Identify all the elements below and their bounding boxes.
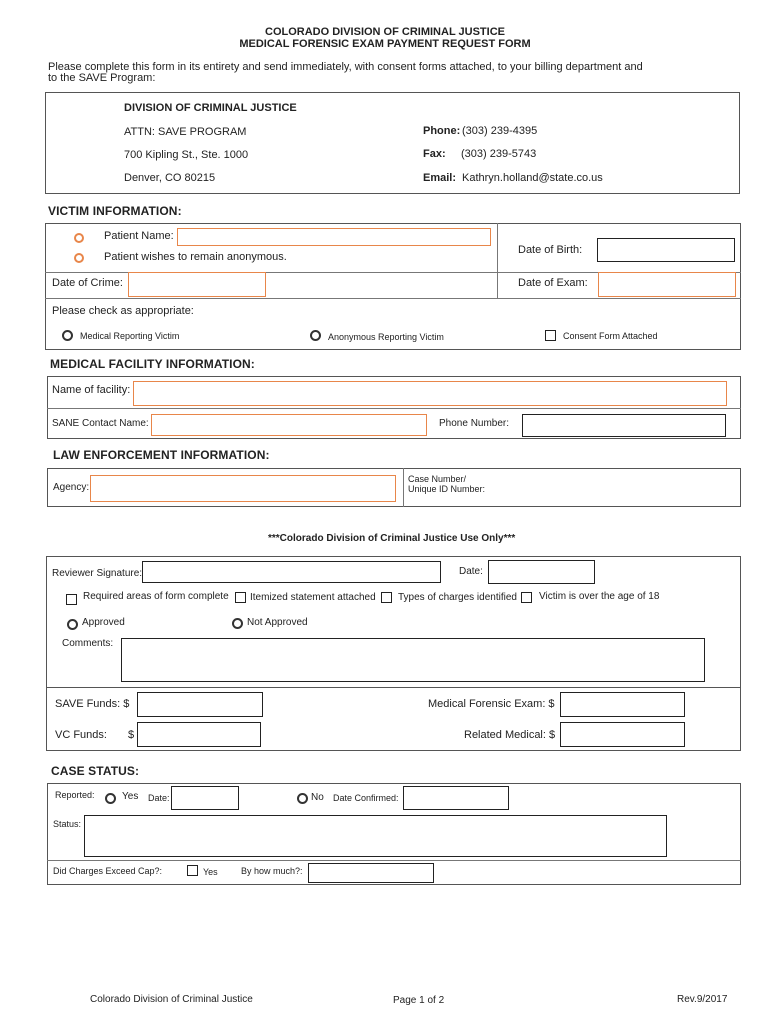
fax-label: Fax: <box>423 148 446 160</box>
phone-value: (303) 239-4395 <box>462 125 538 137</box>
dob-input[interactable] <box>597 238 735 262</box>
instructions-line-1: Please complete this form in its entirety and send immediately, with consent forms attached, to your billing department and <box>48 61 643 73</box>
address-city: Denver, CO 80215 <box>124 172 216 184</box>
email-label: Email: <box>423 172 457 184</box>
reported-no-radio[interactable] <box>297 793 308 804</box>
consent-checkbox[interactable] <box>545 330 556 341</box>
agency-label: Agency: <box>53 482 90 493</box>
agency-input[interactable] <box>90 475 396 502</box>
save-funds-input[interactable] <box>137 692 263 717</box>
related-medical-label: Related Medical: $ <box>464 729 556 741</box>
sane-input[interactable] <box>151 414 427 436</box>
anonymous-radio[interactable] <box>74 253 84 263</box>
med-exam-label: Medical Forensic Exam: $ <box>428 698 555 710</box>
status-input[interactable] <box>84 815 667 857</box>
med-exam-input[interactable] <box>560 692 685 717</box>
address-street: 700 Kipling St., Ste. 1000 <box>124 149 249 161</box>
charges-identified-checkbox[interactable] <box>381 592 392 603</box>
date-exam-input[interactable] <box>598 272 736 297</box>
related-medical-input[interactable] <box>560 722 685 747</box>
case-date-label: Date: <box>148 793 170 803</box>
reported-no-label: No <box>311 792 324 803</box>
date-confirmed-label: Date Confirmed: <box>333 793 399 803</box>
itemized-checkbox[interactable] <box>235 592 246 603</box>
case-date-input[interactable] <box>171 786 239 810</box>
over-18-checkbox[interactable] <box>521 592 532 603</box>
not-approved-radio[interactable] <box>232 618 243 629</box>
anonymous-label: Patient wishes to remain anonymous. <box>104 251 287 263</box>
email-value: Kathryn.holland@state.co.us <box>462 172 603 184</box>
required-areas-checkbox[interactable] <box>66 594 77 605</box>
not-approved-label: Not Approved <box>247 617 308 628</box>
date-crime-label: Date of Crime: <box>52 277 123 289</box>
comments-input[interactable] <box>121 638 705 682</box>
over-18-label: Victim is over the age of 18 <box>539 591 660 602</box>
check-label: Please check as appropriate: <box>52 305 194 317</box>
exceed-yes-checkbox[interactable] <box>187 865 198 876</box>
facility-name-input[interactable] <box>133 381 727 406</box>
medical-reporting-label: Medical Reporting Victim <box>80 331 180 341</box>
footer-org: Colorado Division of Criminal Justice <box>90 994 253 1005</box>
instructions-line-2: to the SAVE Program: <box>48 72 156 84</box>
medical-reporting-radio[interactable] <box>62 330 73 341</box>
save-funds-label: SAVE Funds: $ <box>55 698 130 710</box>
facility-phone-label: Phone Number: <box>439 418 510 429</box>
law-section-title: LAW ENFORCEMENT INFORMATION: <box>53 448 270 462</box>
reported-yes-radio[interactable] <box>105 793 116 804</box>
facility-phone-input[interactable] <box>522 414 726 437</box>
how-much-input[interactable] <box>308 863 434 883</box>
form-title: MEDICAL FORENSIC EXAM PAYMENT REQUEST FORM <box>239 38 531 50</box>
reviewer-input[interactable] <box>142 561 441 583</box>
dcj-date-label: Date: <box>459 566 483 577</box>
vc-funds-input[interactable] <box>137 722 261 747</box>
required-areas-label: Required areas of form complete <box>83 591 229 602</box>
case-number-label-2: Unique ID Number: <box>408 484 486 494</box>
patient-name-input[interactable] <box>177 228 491 246</box>
comments-label: Comments: <box>62 638 114 649</box>
date-confirmed-input[interactable] <box>403 786 509 810</box>
anonymous-reporting-radio[interactable] <box>310 330 321 341</box>
footer-page: Page 1 of 2 <box>393 995 445 1006</box>
address-org: DIVISION OF CRIMINAL JUSTICE <box>124 102 297 114</box>
charges-identified-label: Types of charges identified <box>398 592 517 603</box>
address-attn: ATTN: SAVE PROGRAM <box>124 126 247 138</box>
patient-name-radio[interactable] <box>74 233 84 243</box>
approved-label: Approved <box>82 617 125 628</box>
date-exam-label: Date of Exam: <box>518 277 588 289</box>
fax-value: (303) 239-5743 <box>461 148 537 160</box>
exceed-cap-label: Did Charges Exceed Cap?: <box>53 866 163 876</box>
itemized-label: Itemized statement attached <box>250 592 376 603</box>
dob-label: Date of Birth: <box>518 244 583 256</box>
victim-section-title: VICTIM INFORMATION: <box>48 204 182 218</box>
facility-name-label: Name of facility: <box>52 384 131 396</box>
status-label: Status: <box>53 819 82 829</box>
reviewer-label: Reviewer Signature: <box>52 568 143 579</box>
anonymous-reporting-label: Anonymous Reporting Victim <box>328 332 444 342</box>
sane-label: SANE Contact Name: <box>52 418 149 429</box>
reported-yes-label: Yes <box>122 791 139 802</box>
form-agency-title: COLORADO DIVISION OF CRIMINAL JUSTICE <box>265 26 505 38</box>
consent-label: Consent Form Attached <box>563 331 658 341</box>
vc-funds-dollar: $ <box>128 729 135 741</box>
phone-label: Phone: <box>423 125 461 137</box>
footer-rev: Rev.9/2017 <box>677 994 728 1005</box>
case-section-title: CASE STATUS: <box>51 764 140 778</box>
date-crime-input[interactable] <box>128 272 266 297</box>
vc-funds-label: VC Funds: <box>55 729 107 741</box>
patient-name-label: Patient Name: <box>104 230 174 242</box>
dcj-date-input[interactable] <box>488 560 595 584</box>
facility-section-title: MEDICAL FACILITY INFORMATION: <box>50 357 255 371</box>
approved-radio[interactable] <box>67 619 78 630</box>
how-much-label: By how much?: <box>241 866 303 876</box>
dcj-use-only-title: ***Colorado Division of Criminal Justice Use Only*** <box>268 533 516 544</box>
reported-label: Reported: <box>55 790 95 800</box>
case-number-label-1: Case Number/ <box>408 474 467 484</box>
exceed-yes-label: Yes <box>203 867 218 877</box>
